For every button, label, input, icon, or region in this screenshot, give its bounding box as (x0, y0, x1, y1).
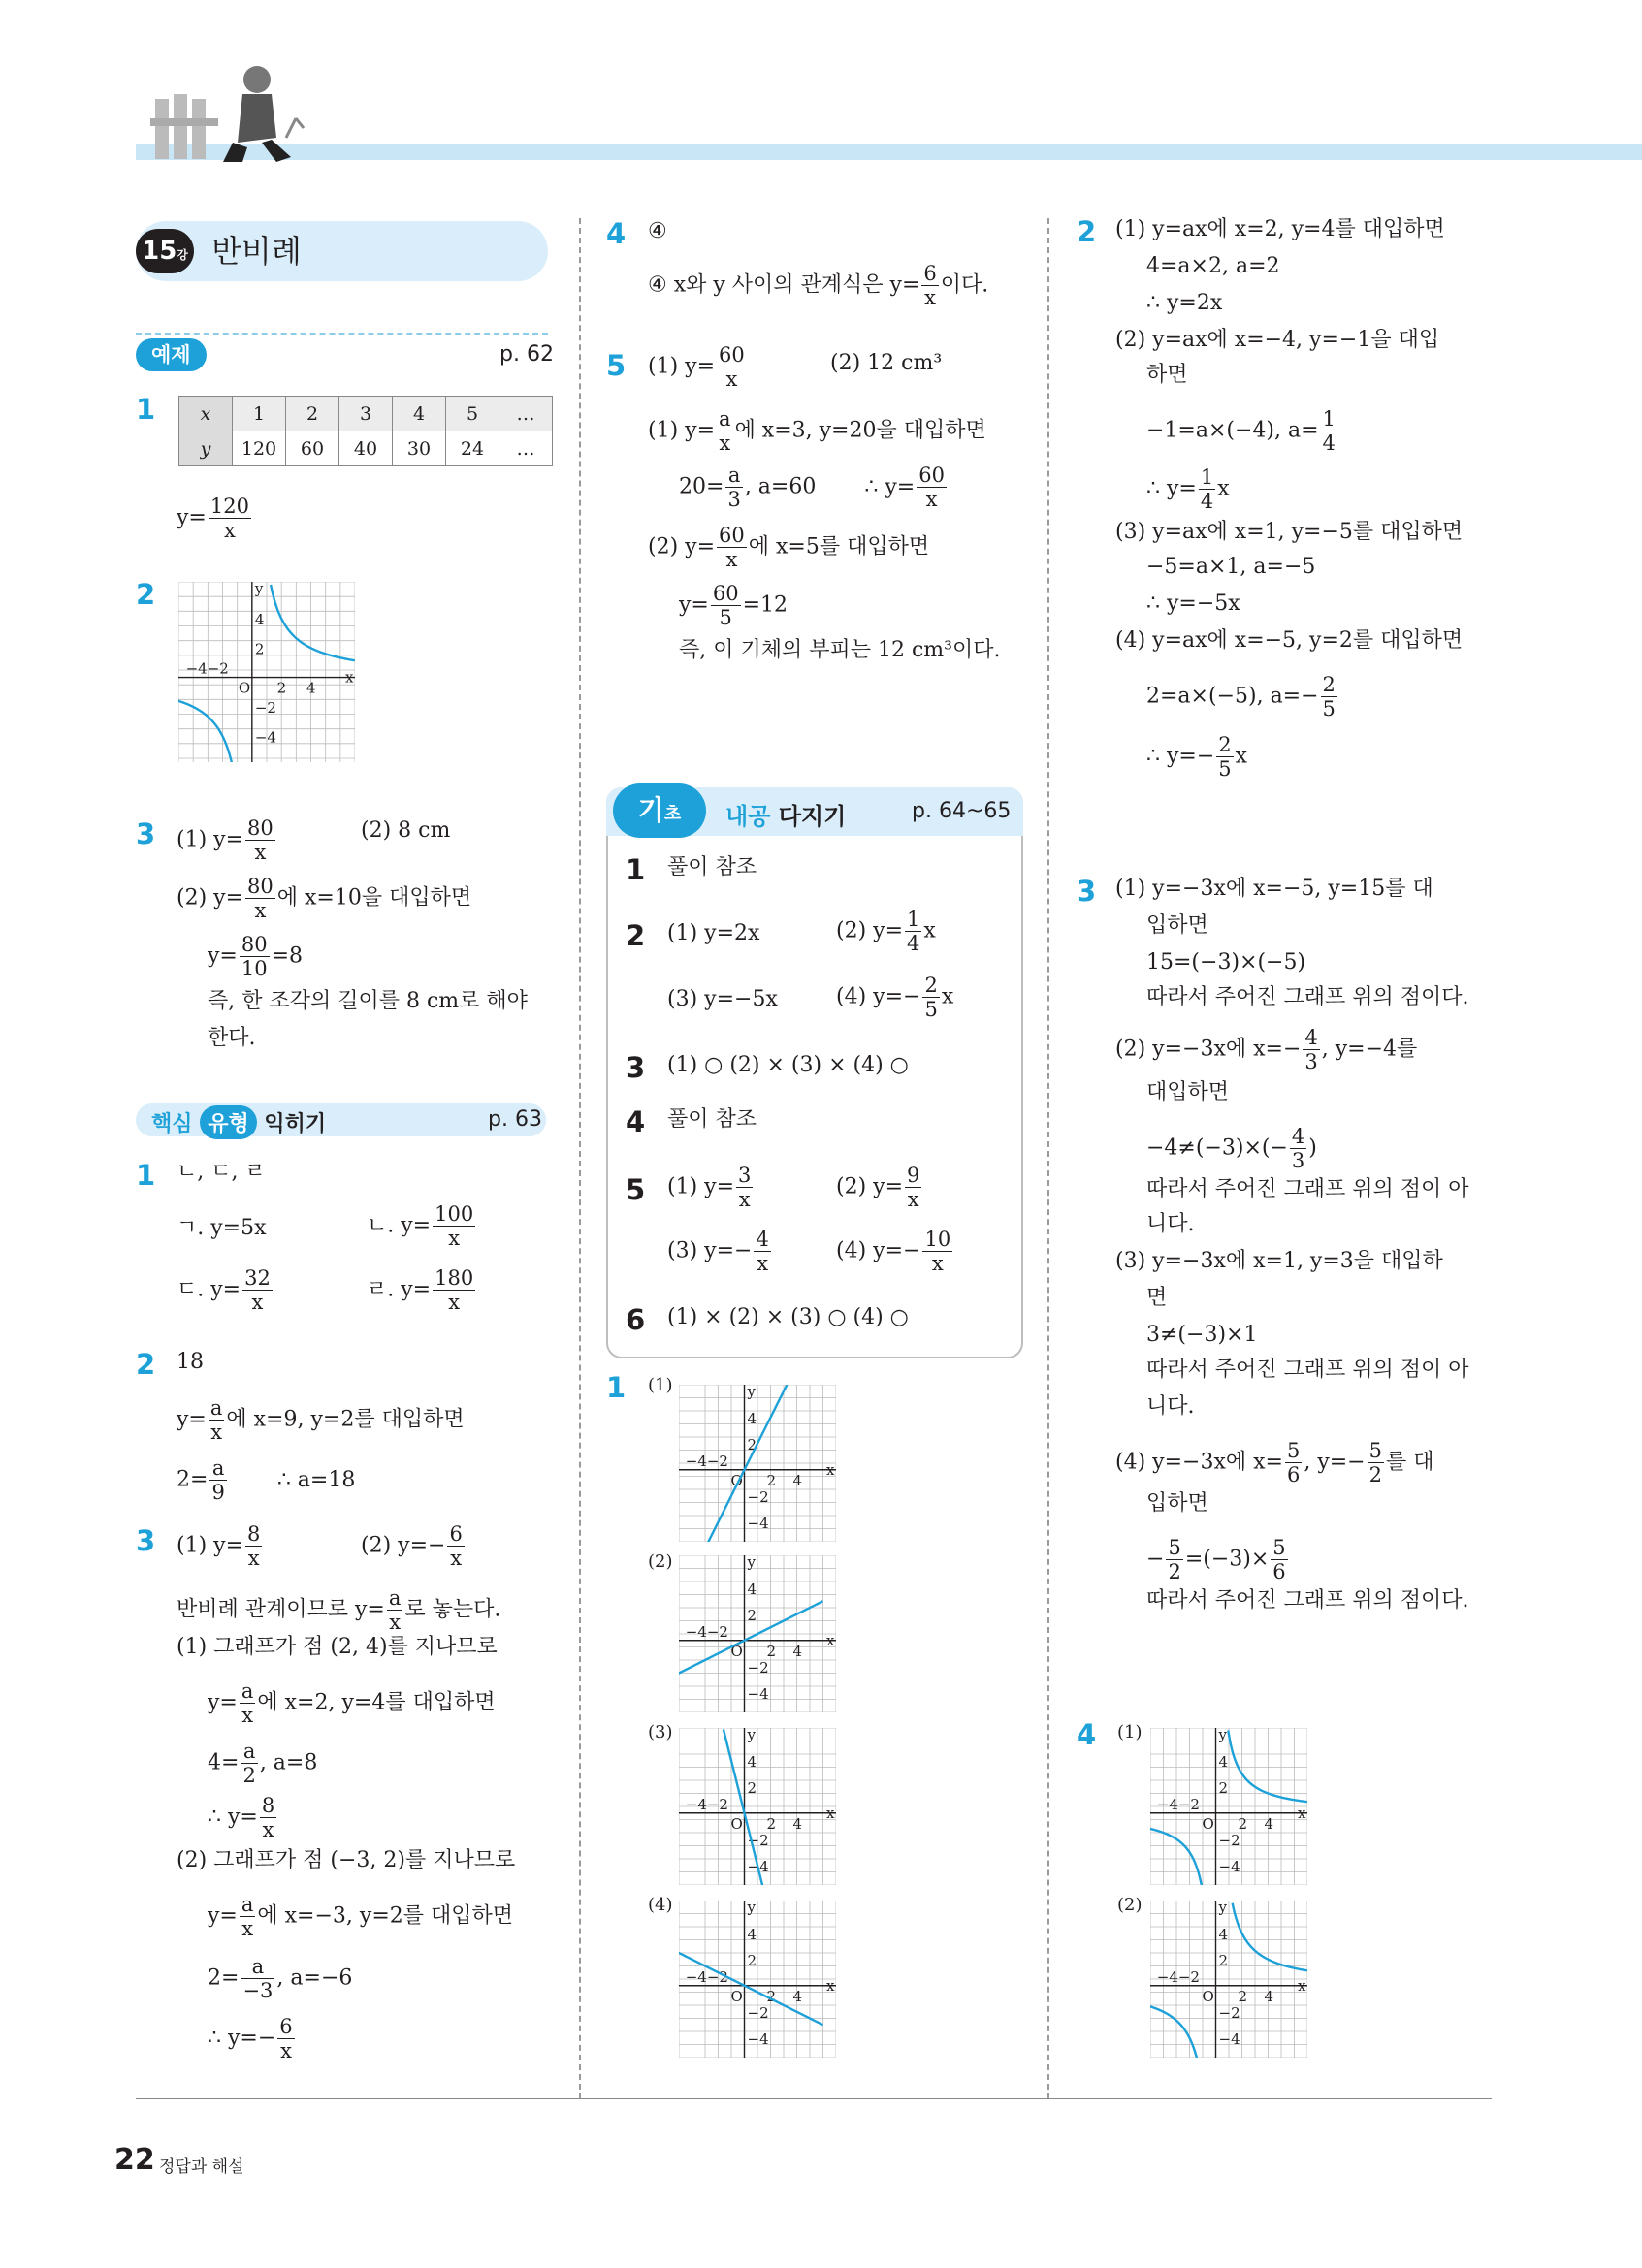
item-number: 4 (606, 217, 627, 250)
y-axis-label: y (254, 582, 264, 597)
y-axis-label: y (747, 1728, 756, 1743)
box-item-number: 4 (626, 1105, 646, 1138)
item-number: 2 (136, 578, 156, 611)
box-answer: (1) y=2x (667, 921, 760, 945)
box-item-number: 3 (626, 1051, 646, 1084)
page-ref: p. 63 (488, 1107, 542, 1132)
tick-label: −2 (254, 698, 276, 717)
box-item-number: 2 (626, 919, 646, 952)
tick-label: −4−2 (185, 659, 229, 678)
solution-line: (2) 그래프가 점 (−3, 2)를 지나므로 (177, 1848, 516, 1872)
origin-label: O (238, 679, 251, 697)
tick-label: −4−2 (1156, 1967, 1200, 1986)
y-axis-label: y (747, 1555, 756, 1571)
tick-label: 2 (766, 1642, 776, 1660)
footer-rule (136, 2098, 1492, 2099)
solution-line: 15=(−3)×(−5) (1146, 950, 1306, 974)
tick-label: 2 (747, 1778, 757, 1797)
item-number: 2 (1077, 215, 1097, 248)
tick-label: 4 (792, 1814, 802, 1833)
tick-label: 2 (766, 1987, 776, 2005)
solution-line: 니다. (1146, 1394, 1195, 1419)
column-divider-2 (1047, 218, 1049, 2099)
page-title: 반비례 (211, 233, 302, 270)
footer-label: 정답과 해설 (159, 2157, 244, 2177)
answer-line: ㄴ, ㄷ, ㄹ (177, 1160, 266, 1184)
solution-line: −4≠(−3)×(− $\frac{4}{3}$ ) (1146, 1125, 1317, 1172)
solution-line: (3) y=ax에 x=1, y=−5를 대입하면 (1115, 520, 1464, 544)
solution-line: 2= $\frac{a}{9}$ ∴ a=18 (177, 1456, 356, 1504)
section-label-example: 예제 (136, 338, 207, 371)
solution-line: (4) y=−3x에 x= $\frac{5}{6}$ , y=− $\frac{5}{2}$ 를 대 (1115, 1439, 1434, 1486)
gardener-illustration (150, 60, 306, 167)
tick-label: 4 (792, 1987, 802, 2005)
graph-linear-2 (679, 1555, 836, 1712)
solution-line: (2) y=−3x에 x=− $\frac{4}{3}$ , y=−4를 (1115, 1026, 1418, 1073)
solution-line: 따라서 주어진 그래프 위의 점이다. (1146, 985, 1469, 1009)
tick-label: 2 (747, 1606, 757, 1624)
solution-line: ∴ y=− $\frac{6}{x}$ (208, 2015, 293, 2062)
graph-curve-branch (178, 699, 234, 762)
box-item-number: 1 (626, 853, 646, 886)
solution-line: ∴ y=− $\frac{2}{5}$ x (1146, 733, 1248, 781)
solution-line: ㄱ. y=5x (177, 1216, 267, 1240)
page-ref: p. 62 (499, 342, 554, 367)
column-divider-1 (579, 218, 581, 2099)
solution-line: y= $\frac{80}{10}$ =8 (208, 933, 304, 980)
tick-label: 2 (1238, 1814, 1247, 1833)
box-answer: (1) ○ (2) × (3) × (4) ○ (667, 1053, 909, 1077)
tick-label: 4 (792, 1642, 802, 1660)
x-axis-label: x (345, 668, 354, 687)
graph-linear-3 (679, 1728, 836, 1885)
sub-label: (1) (1117, 1722, 1143, 1742)
solution-line: (3) y=−3x에 x=1, y=3을 대입하 (1115, 1249, 1443, 1273)
tick-label: −4 (747, 2029, 769, 2048)
solution-line: 따라서 주어진 그래프 위의 점이 아 (1146, 1177, 1469, 1201)
tick-label: 2 (1218, 1951, 1229, 1969)
solution-line: −1=a×(−4), a= $\frac{1}{4}$ (1146, 407, 1336, 455)
solution-line: (1) y= $\frac{a}{x}$ 에 x=3, y=20을 대입하면 (648, 407, 986, 455)
section-rule (136, 333, 548, 335)
tick-label: 2 (254, 640, 265, 658)
graph-inverse-1 (1150, 1728, 1307, 1885)
box-answer: (3) y=− $\frac{4}{x}$ (667, 1228, 769, 1275)
sub-label: (4) (648, 1895, 673, 1915)
tick-label: 4 (306, 679, 316, 697)
tick-label: 4 (792, 1471, 802, 1489)
solution-line: 면 (1146, 1286, 1168, 1310)
solution-line: (2) y= $\frac{60}{x}$ 에 x=5를 대입하면 (648, 524, 930, 571)
tick-label: −2 (747, 1658, 769, 1677)
origin-label: O (1202, 1987, 1214, 2005)
tick-label: −4 (1218, 1857, 1240, 1875)
header-bar (136, 144, 1642, 160)
graph-linear-1 (679, 1385, 836, 1542)
box-answer: (3) y=−5x (667, 987, 778, 1011)
item-number: 4 (1077, 1718, 1097, 1751)
tick-label: 4 (254, 610, 265, 628)
tick-label: 4 (1264, 1987, 1273, 2005)
solution-line: 즉, 한 조각의 길이를 8 cm로 해야 (208, 989, 528, 1013)
solution-line: − $\frac{5}{2}$ =(−3)× $\frac{5}{6}$ (1146, 1536, 1286, 1583)
answer-line: (2) y=− $\frac{6}{x}$ (361, 1522, 463, 1570)
x-axis-label: x (1298, 1976, 1306, 1995)
solution-line: ㄴ. y= $\frac{100}{x}$ (367, 1202, 474, 1250)
tick-label: 4 (747, 1752, 757, 1771)
tick-label: −4−2 (685, 1967, 728, 1986)
tick-label: −4 (747, 1514, 769, 1532)
solution-line: 따라서 주어진 그래프 위의 점이 아 (1146, 1358, 1469, 1382)
xy-table: x 1 2 3 4 5 … y 120 60 40 30 24 … (178, 396, 553, 466)
answer-line: (1) y= $\frac{80}{x}$ (177, 816, 274, 864)
origin-label: O (1202, 1814, 1214, 1833)
box-answer: (4) y=− $\frac{2}{5}$ x (836, 974, 954, 1021)
tick-label: 4 (1218, 1925, 1229, 1943)
tick-label: 2 (747, 1951, 757, 1969)
tick-label: 4 (747, 1409, 757, 1427)
answer-line: (1) y= $\frac{8}{x}$ (177, 1522, 261, 1570)
tick-label: 4 (1218, 1752, 1229, 1771)
solution-line: 4= $\frac{a}{2}$ , a=8 (208, 1740, 318, 1787)
solution-line: 입하면 (1146, 913, 1208, 938)
solution-line: y= $\frac{a}{x}$ 에 x=9, y=2를 대입하면 (177, 1396, 465, 1444)
y-axis-label: y (747, 1901, 756, 1916)
sub-label: (3) (648, 1722, 673, 1742)
tick-label: 2 (1218, 1778, 1229, 1797)
solution-line: (2) y=ax에 x=−4, y=−1을 대입 (1115, 328, 1440, 352)
solution-line: (1) y=−3x에 x=−5, y=15를 대 (1115, 877, 1433, 901)
tick-label: −4 (747, 1857, 769, 1875)
tick-label: −4−2 (685, 1452, 728, 1470)
solution-line: y= $\frac{a}{x}$ 에 x=2, y=4를 대입하면 (208, 1679, 496, 1727)
tick-label: −2 (747, 1487, 769, 1506)
solution-line: (1) 그래프가 점 (2, 4)를 지나므로 (177, 1635, 498, 1659)
box-title: 내공 다지기 (725, 803, 847, 830)
tick-label: −4 (1218, 2029, 1240, 2048)
answer-line: (1) y= $\frac{60}{x}$ (648, 343, 745, 391)
origin-label: O (730, 1642, 743, 1660)
graph-linear-4 (679, 1901, 836, 2058)
answer-line: 18 (177, 1350, 204, 1374)
y-axis-label: y (1218, 1901, 1227, 1916)
tick-label: −2 (1218, 2003, 1240, 2022)
solution-line: −5=a×1, a=−5 (1146, 555, 1316, 579)
box-answer: (1) × (2) × (3) ○ (4) ○ (667, 1305, 909, 1329)
y-axis-label: y (747, 1385, 756, 1400)
tick-label: 2 (1238, 1987, 1247, 2005)
solution-line: 3≠(−3)×1 (1146, 1323, 1258, 1347)
box-item-number: 5 (626, 1173, 646, 1206)
answer-line: y= $\frac{120}{x}$ (177, 495, 249, 542)
item-number: 1 (136, 1159, 156, 1192)
item-number: 1 (136, 393, 156, 426)
item-number: 2 (136, 1348, 156, 1381)
lesson-badge: 15강 (136, 229, 194, 273)
tick-label: 4 (747, 1925, 757, 1943)
item-number: 1 (606, 1371, 627, 1404)
x-axis-label: x (826, 1976, 835, 1995)
tick-label: −4 (747, 1684, 769, 1703)
graph-curve-branch (1150, 1827, 1204, 1885)
solution-line: (2) y= $\frac{80}{x}$ 에 x=10을 대입하면 (177, 875, 472, 922)
x-axis-label: x (1298, 1804, 1306, 1822)
sub-label: (2) (1117, 1895, 1143, 1915)
tick-label: −4−2 (685, 1795, 728, 1813)
solution-line: y= $\frac{a}{x}$ 에 x=−3, y=2를 대입하면 (208, 1893, 514, 1940)
page-ref: p. 64~65 (912, 799, 1012, 823)
origin-label: O (730, 1471, 743, 1489)
tick-label: 4 (1264, 1814, 1273, 1833)
tick-label: −2 (1218, 1831, 1240, 1849)
box-answer: 풀이 참조 (667, 855, 757, 879)
solution-line: 반비례 관계이므로 y= $\frac{a}{x}$ 로 놓는다. (177, 1586, 501, 1634)
solution-line: 2= $\frac{a}{-3}$ , a=−6 (208, 1955, 353, 2002)
graph-inverse-proportion (178, 582, 355, 762)
item-number: 3 (136, 1524, 156, 1557)
solution-line: (1) y=ax에 x=2, y=4를 대입하면 (1115, 217, 1445, 241)
tick-label: −2 (747, 2003, 769, 2022)
solution-line: ∴ y= $\frac{1}{4}$ x (1146, 465, 1230, 513)
sub-label: (2) (648, 1551, 673, 1572)
solution-line: 대입하면 (1146, 1080, 1230, 1104)
tick-label: 2 (766, 1814, 776, 1833)
solution-line: 4=a×2, a=2 (1146, 254, 1280, 278)
box-answer: (2) y= $\frac{9}{x}$ (836, 1164, 920, 1211)
solution-line: ∴ y=2x (1146, 291, 1223, 315)
y-axis-label: y (1218, 1728, 1227, 1743)
answer-line: ④ (648, 219, 667, 243)
solution-line: 즉, 이 기체의 부피는 12 cm³이다. (679, 638, 1001, 662)
solution-line: 니다. (1146, 1212, 1195, 1236)
sub-label: (1) (648, 1375, 673, 1395)
graph-inverse-2 (1150, 1901, 1307, 2058)
lesson-title-bar (136, 221, 548, 281)
solution-line: 한다. (208, 1026, 256, 1050)
box-answer: 풀이 참조 (667, 1107, 757, 1132)
solution-line: ∴ y=−5x (1146, 591, 1240, 616)
solution-line: (4) y=ax에 x=−5, y=2를 대입하면 (1115, 628, 1464, 653)
solution-line: ④ x와 y 사이의 관계식은 y= $\frac{6}{x}$ 이다. (648, 262, 989, 309)
origin-label: O (730, 1987, 743, 2005)
answer-line: (2) 12 cm³ (830, 351, 943, 375)
item-number: 3 (1077, 875, 1097, 908)
solution-line: 20= $\frac{a}{3}$ , a=60 ∴ y= $\frac{60}{x}$ (679, 463, 945, 511)
solution-line: ∴ y= $\frac{8}{x}$ (208, 1794, 275, 1841)
solution-line: 2=a×(−5), a=− $\frac{2}{5}$ (1146, 673, 1336, 720)
tick-label: −4−2 (685, 1622, 728, 1641)
tick-label: 2 (747, 1435, 757, 1453)
item-number: 5 (606, 349, 627, 382)
solution-line: 하면 (1146, 363, 1188, 387)
box-answer: (1) y= $\frac{3}{x}$ (667, 1164, 752, 1211)
solution-line: ㄷ. y= $\frac{32}{x}$ (177, 1266, 271, 1314)
box-answer: (2) y= $\frac{1}{4}$ x (836, 908, 936, 955)
solution-line: 따라서 주어진 그래프 위의 점이다. (1146, 1588, 1469, 1613)
tick-label: 2 (766, 1471, 776, 1489)
box-answer: (4) y=− $\frac{10}{x}$ (836, 1228, 951, 1275)
tick-label: 2 (276, 679, 287, 697)
section-label-core: 핵심 유형 익히기 (151, 1105, 326, 1139)
x-axis-label: x (826, 1460, 835, 1479)
box-item-number: 6 (626, 1303, 646, 1336)
tick-label: −2 (747, 1831, 769, 1849)
tick-label: −4−2 (1156, 1795, 1200, 1813)
solution-line: ㄹ. y= $\frac{180}{x}$ (367, 1266, 474, 1314)
answer-line: (2) 8 cm (361, 818, 451, 843)
solution-line: y= $\frac{60}{5}$ =12 (679, 582, 789, 629)
solution-line: 입하면 (1146, 1491, 1208, 1516)
origin-label: O (730, 1814, 743, 1833)
x-axis-label: x (826, 1631, 835, 1649)
basic-icon: 기초 (613, 783, 706, 838)
tick-label: −4 (254, 728, 276, 747)
item-number: 3 (136, 817, 156, 850)
tick-label: 4 (747, 1580, 757, 1598)
x-axis-label: x (826, 1804, 835, 1822)
page-number: 22 (114, 2143, 155, 2177)
